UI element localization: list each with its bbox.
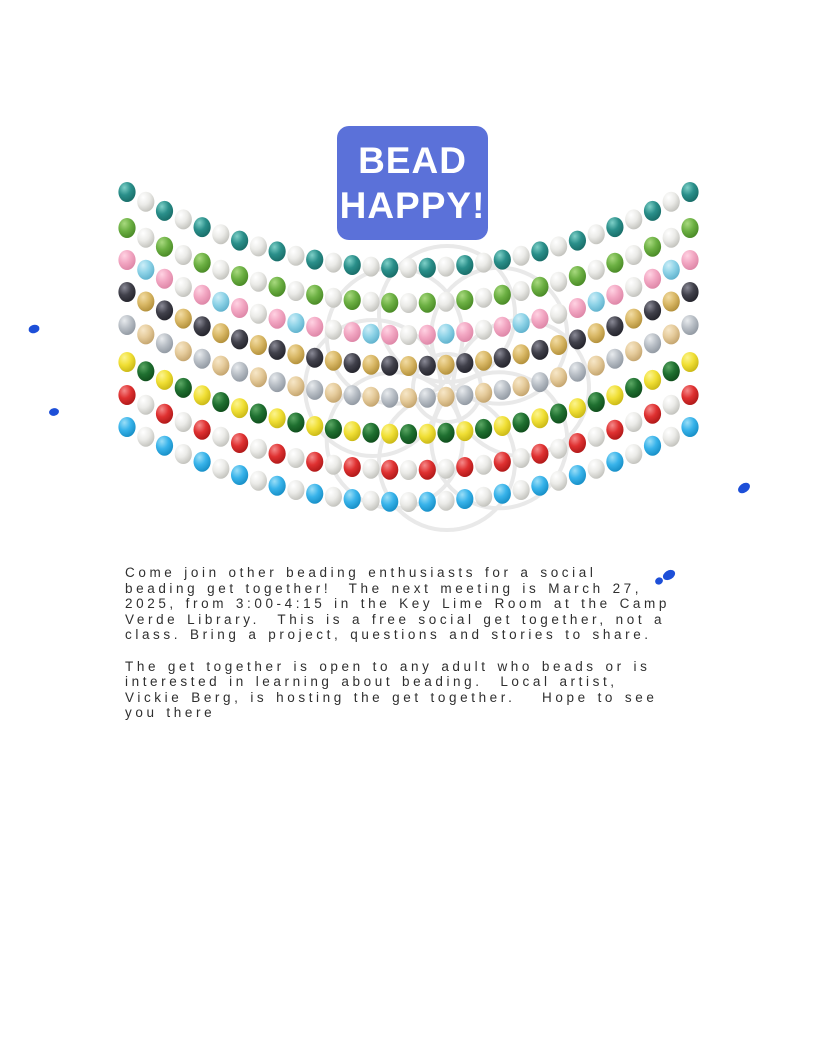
bead <box>325 383 342 403</box>
bead <box>250 404 267 424</box>
bead <box>625 444 642 464</box>
bead <box>381 424 398 444</box>
bead <box>137 228 154 248</box>
bead <box>513 281 530 301</box>
text-line: The get together is open to any adult who beads or is <box>125 658 651 674</box>
bead <box>681 385 698 405</box>
bead <box>231 465 248 485</box>
bead <box>156 237 173 257</box>
bead <box>381 293 398 313</box>
bead <box>681 182 698 202</box>
bead <box>475 487 492 507</box>
bead <box>175 245 192 265</box>
bead <box>513 413 530 433</box>
bead <box>212 292 229 312</box>
bead <box>475 383 492 403</box>
bead <box>550 367 567 387</box>
bead <box>137 324 154 344</box>
bead <box>606 316 623 336</box>
bead <box>194 420 211 440</box>
bead <box>118 282 135 302</box>
bead <box>344 290 361 310</box>
bead <box>531 277 548 297</box>
bead <box>362 292 379 312</box>
bead <box>531 340 548 360</box>
bead <box>118 315 135 335</box>
bead <box>269 372 286 392</box>
flyer-body-text <box>125 565 765 721</box>
bead <box>344 255 361 275</box>
bead <box>118 417 135 437</box>
bead <box>231 362 248 382</box>
bead <box>137 361 154 381</box>
bead <box>400 258 417 278</box>
bead <box>362 459 379 479</box>
bead <box>269 444 286 464</box>
bead <box>231 298 248 318</box>
bead <box>212 459 229 479</box>
bead <box>419 258 436 278</box>
bead <box>625 245 642 265</box>
bead <box>419 356 436 376</box>
bead <box>306 380 323 400</box>
bead <box>118 385 135 405</box>
bead <box>663 292 680 312</box>
bead <box>494 416 511 436</box>
text-line: you there <box>125 705 216 720</box>
bead <box>269 309 286 329</box>
bead <box>569 465 586 485</box>
bead <box>325 487 342 507</box>
text-line: Vickie Berg, is hosting the get together. Hope to see <box>125 689 658 705</box>
bead <box>250 236 267 256</box>
bead <box>194 349 211 369</box>
text-line: Verde Library. This is a free social get together, not a <box>125 611 666 627</box>
bead <box>118 352 135 372</box>
bead <box>419 460 436 480</box>
bead <box>118 250 135 270</box>
bead <box>625 209 642 229</box>
bead <box>194 385 211 405</box>
bead <box>269 241 286 261</box>
bead <box>437 355 454 375</box>
bead <box>550 304 567 324</box>
bead <box>513 246 530 266</box>
bead <box>550 471 567 491</box>
bead <box>156 269 173 289</box>
bead <box>494 250 511 270</box>
bead <box>644 269 661 289</box>
bead <box>362 387 379 407</box>
bead <box>306 348 323 368</box>
bead <box>456 353 473 373</box>
bead <box>381 325 398 345</box>
text-line: 2025, from 3:00-4:15 in the Key Lime Room at the Camp <box>125 596 670 611</box>
bead <box>175 341 192 361</box>
bead <box>644 333 661 353</box>
text-line: beading get together! The next meeting is March 27, <box>125 580 643 596</box>
bead <box>137 427 154 447</box>
bead <box>287 480 304 500</box>
bead <box>250 439 267 459</box>
bead <box>531 309 548 329</box>
bead <box>137 260 154 280</box>
bead <box>681 352 698 372</box>
bead <box>118 182 135 202</box>
bead <box>625 412 642 432</box>
bead <box>306 285 323 305</box>
bead <box>287 313 304 333</box>
bead <box>437 387 454 407</box>
text-line: Come join other beading enthusiasts for a social <box>125 565 597 580</box>
bead <box>606 349 623 369</box>
bead <box>344 322 361 342</box>
bead <box>419 424 436 444</box>
bead <box>325 351 342 371</box>
bead <box>250 304 267 324</box>
bead <box>475 253 492 273</box>
ink-dot <box>736 481 752 496</box>
bead <box>362 355 379 375</box>
bead <box>381 258 398 278</box>
bead <box>475 320 492 340</box>
bead <box>175 444 192 464</box>
bead <box>550 404 567 424</box>
bead <box>513 448 530 468</box>
bead <box>569 298 586 318</box>
bead <box>663 192 680 212</box>
bead <box>663 324 680 344</box>
bead <box>381 356 398 376</box>
bead <box>606 285 623 305</box>
bead <box>306 452 323 472</box>
bead <box>156 300 173 320</box>
bead <box>494 484 511 504</box>
bead <box>419 492 436 512</box>
badge-line-2: HAPPY! <box>339 185 486 226</box>
bead <box>606 385 623 405</box>
bead <box>400 388 417 408</box>
bead <box>606 217 623 237</box>
bead <box>400 492 417 512</box>
bead <box>231 231 248 251</box>
bead <box>456 385 473 405</box>
bead <box>588 392 605 412</box>
bead <box>588 224 605 244</box>
bead <box>344 385 361 405</box>
bead <box>325 253 342 273</box>
bead <box>156 370 173 390</box>
bead <box>419 325 436 345</box>
bead <box>681 315 698 335</box>
bead <box>212 427 229 447</box>
bead <box>550 335 567 355</box>
bead <box>287 344 304 364</box>
bead <box>194 285 211 305</box>
bead <box>156 436 173 456</box>
bead <box>175 309 192 329</box>
bead <box>531 444 548 464</box>
bead <box>494 317 511 337</box>
bead <box>606 253 623 273</box>
bead <box>456 255 473 275</box>
bead <box>344 353 361 373</box>
bead <box>269 408 286 428</box>
bead <box>212 356 229 376</box>
bead <box>456 322 473 342</box>
text-line: class. Bring a project, questions and stories to share. <box>125 627 652 642</box>
bead <box>437 324 454 344</box>
bead <box>269 476 286 496</box>
bead <box>325 419 342 439</box>
bead <box>156 333 173 353</box>
bead <box>625 341 642 361</box>
bead <box>400 424 417 444</box>
bead <box>287 448 304 468</box>
bead <box>531 241 548 261</box>
bead <box>437 423 454 443</box>
bead <box>494 452 511 472</box>
bead <box>325 320 342 340</box>
bead <box>137 395 154 415</box>
bead <box>175 209 192 229</box>
bead <box>156 404 173 424</box>
bead <box>287 246 304 266</box>
bead <box>269 340 286 360</box>
bead <box>681 417 698 437</box>
bead <box>644 237 661 257</box>
bead <box>400 325 417 345</box>
bead <box>212 323 229 343</box>
bead <box>194 452 211 472</box>
bead <box>625 277 642 297</box>
bead <box>644 201 661 221</box>
bead <box>118 218 135 238</box>
bead <box>419 388 436 408</box>
bead <box>475 455 492 475</box>
bead <box>231 398 248 418</box>
bead <box>531 476 548 496</box>
bead <box>400 356 417 376</box>
badge-line-1: BEAD <box>358 140 467 181</box>
bead <box>175 378 192 398</box>
bead <box>287 376 304 396</box>
bead <box>194 253 211 273</box>
paragraph-announcement <box>125 565 765 643</box>
bead <box>494 285 511 305</box>
bead <box>569 329 586 349</box>
bead <box>306 484 323 504</box>
bead <box>550 439 567 459</box>
bead <box>419 293 436 313</box>
bead <box>344 489 361 509</box>
bead <box>437 491 454 511</box>
bead <box>325 455 342 475</box>
bead <box>381 460 398 480</box>
bead <box>175 412 192 432</box>
bead <box>194 316 211 336</box>
bead <box>588 459 605 479</box>
bead <box>456 489 473 509</box>
bead <box>663 228 680 248</box>
bead <box>681 218 698 238</box>
bead <box>456 457 473 477</box>
bead <box>325 288 342 308</box>
bead <box>212 224 229 244</box>
bead <box>287 413 304 433</box>
bead <box>137 192 154 212</box>
bead <box>588 356 605 376</box>
bead <box>475 288 492 308</box>
bead <box>250 471 267 491</box>
bead <box>531 372 548 392</box>
bead <box>250 335 267 355</box>
bead <box>362 324 379 344</box>
bead <box>569 398 586 418</box>
ink-dot <box>48 407 59 416</box>
bead <box>212 260 229 280</box>
bead <box>606 420 623 440</box>
bead <box>362 423 379 443</box>
bead <box>663 260 680 280</box>
bead <box>550 236 567 256</box>
bead <box>231 329 248 349</box>
bead <box>175 277 192 297</box>
bead <box>437 292 454 312</box>
bead <box>513 344 530 364</box>
bead <box>456 290 473 310</box>
bead <box>475 351 492 371</box>
bead <box>287 281 304 301</box>
bead <box>475 419 492 439</box>
bead <box>381 492 398 512</box>
bead <box>550 272 567 292</box>
bead <box>644 436 661 456</box>
bead <box>644 370 661 390</box>
bead <box>306 317 323 337</box>
bead <box>681 250 698 270</box>
bead <box>606 452 623 472</box>
bead <box>625 378 642 398</box>
bead <box>494 380 511 400</box>
bead <box>362 491 379 511</box>
bead <box>362 257 379 277</box>
bead <box>569 362 586 382</box>
bead <box>588 260 605 280</box>
bead <box>250 367 267 387</box>
bead <box>513 376 530 396</box>
bead <box>513 313 530 333</box>
bead <box>306 250 323 270</box>
bead <box>250 272 267 292</box>
bead <box>588 292 605 312</box>
bead <box>344 457 361 477</box>
bead <box>588 427 605 447</box>
bead <box>231 433 248 453</box>
bead <box>663 361 680 381</box>
bead <box>437 459 454 479</box>
bead <box>494 348 511 368</box>
ink-dot <box>28 324 41 335</box>
bead <box>663 395 680 415</box>
bead <box>194 217 211 237</box>
text-line: interested in learning about beading. Local artist, <box>125 674 618 689</box>
bead <box>156 201 173 221</box>
bead <box>269 277 286 297</box>
bead <box>437 257 454 277</box>
bead <box>681 282 698 302</box>
bead <box>588 323 605 343</box>
bead <box>400 293 417 313</box>
bead <box>231 266 248 286</box>
bead <box>531 408 548 428</box>
bead <box>644 404 661 424</box>
bead <box>306 416 323 436</box>
bead <box>625 309 642 329</box>
bead <box>344 421 361 441</box>
bead <box>381 388 398 408</box>
bead <box>513 480 530 500</box>
bead <box>137 292 154 312</box>
bead <box>663 427 680 447</box>
paragraph-details <box>125 659 765 721</box>
bead <box>212 392 229 412</box>
bead <box>456 421 473 441</box>
bead <box>400 460 417 480</box>
bead-happy-badge <box>337 126 488 240</box>
bead <box>569 231 586 251</box>
bead <box>569 433 586 453</box>
bead <box>569 266 586 286</box>
bead <box>644 300 661 320</box>
